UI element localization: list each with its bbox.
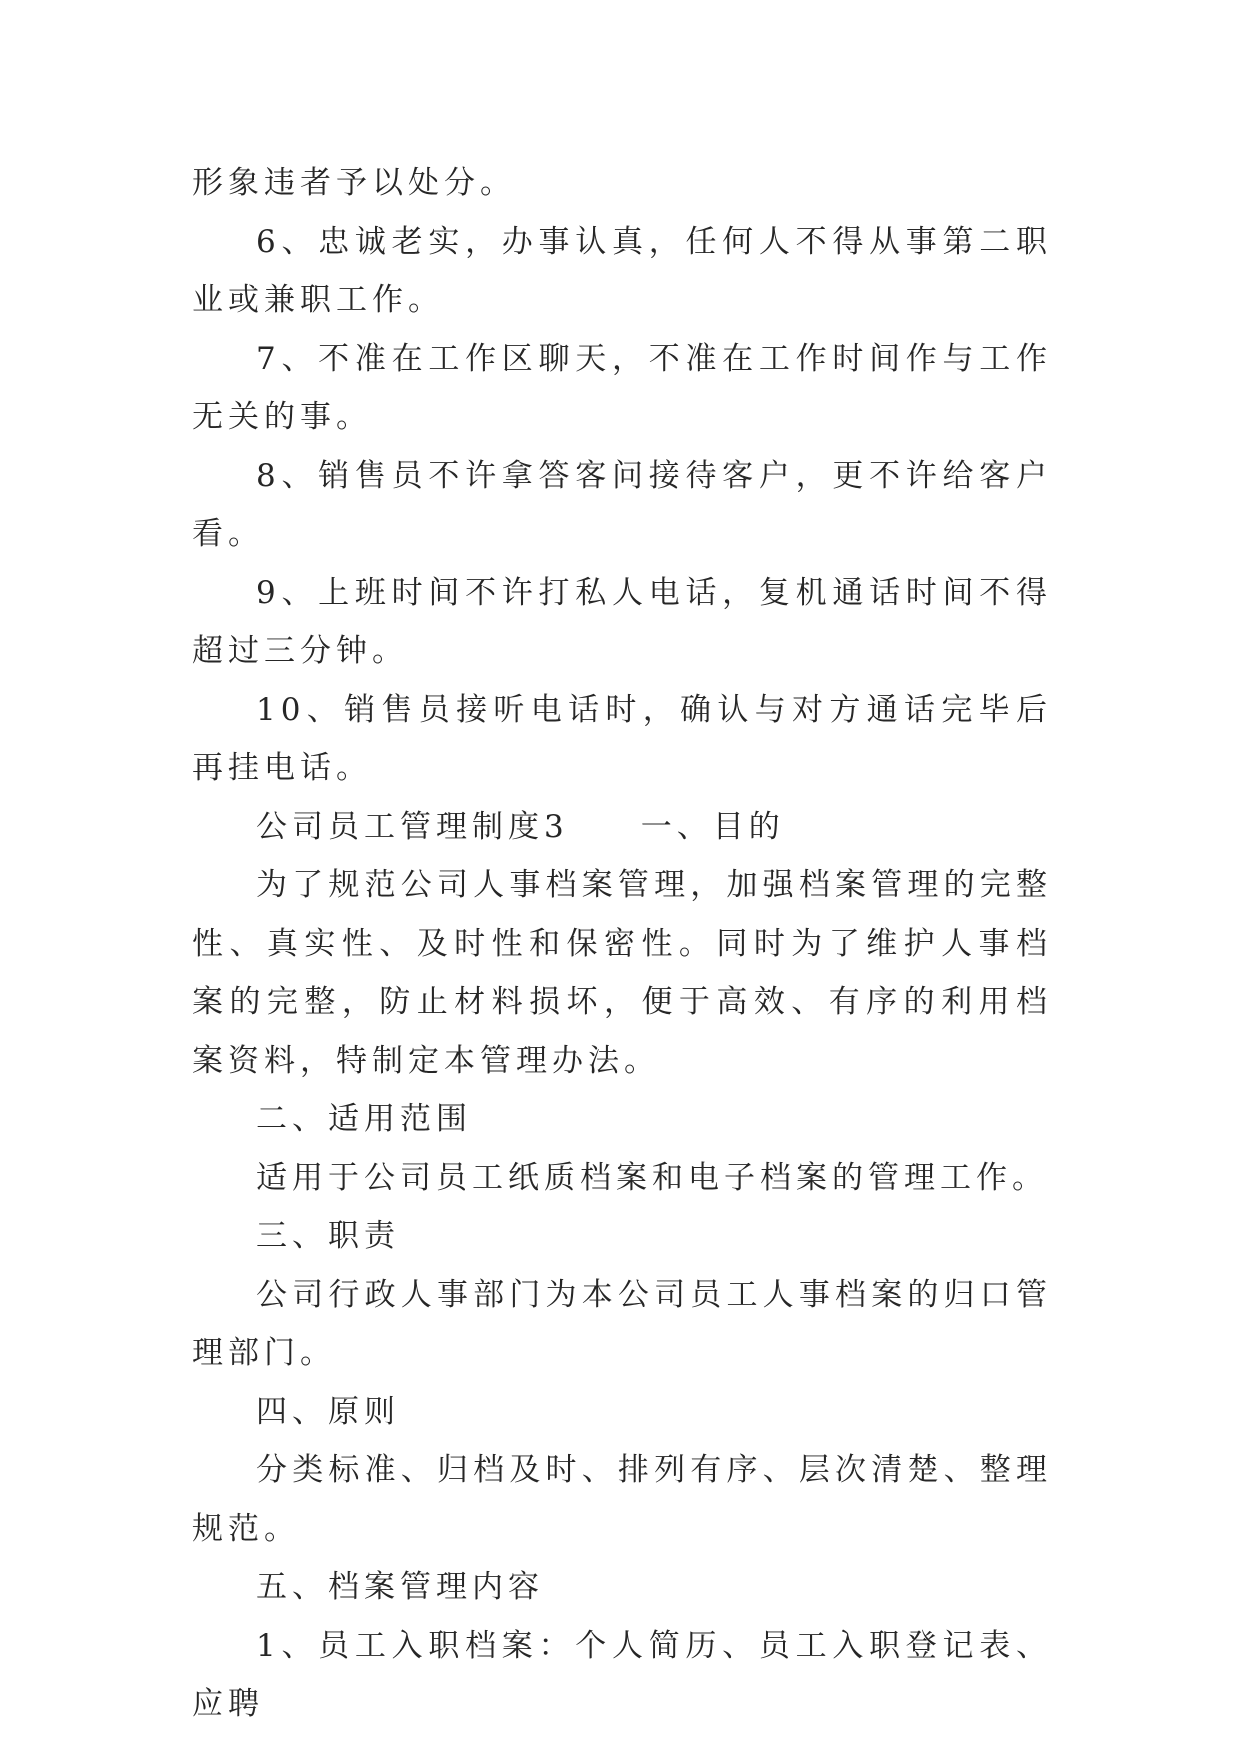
paragraph-rule-10: 10、销售员接听电话时，确认与对方通话完毕后再挂电话。 xyxy=(192,691,1052,786)
paragraph-responsibilities: 公司行政人事部门为本公司员工人事档案的归口管理部门。 xyxy=(192,1276,1052,1371)
paragraph-purpose: 为了规范公司人事档案管理，加强档案管理的完整性、真实性、及时性和保密性。同时为了维护人事档案的完整，防止材料损坏，便于高效、有序的利用档案资料，特制定本管理办法。 xyxy=(192,867,1052,1079)
heading-scope: 二、适用范围 xyxy=(256,1101,472,1137)
paragraph-rule-8: 8、销售员不许拿答客问接待客户，更不许给客户看。 xyxy=(192,457,1052,552)
paragraph-principles: 分类标准、归档及时、排列有序、层次清楚、整理规范。 xyxy=(192,1452,1052,1547)
paragraph-scope: 适用于公司员工纸质档案和电子档案的管理工作。 xyxy=(256,1159,1048,1196)
paragraph-continuation: 形象违者予以处分。 xyxy=(192,165,516,201)
heading-principles: 四、原则 xyxy=(256,1393,400,1430)
paragraph-rule-9: 9、上班时间不许打私人电话，复机通话时间不得超过三分钟。 xyxy=(192,574,1052,669)
document-body xyxy=(192,154,1052,1734)
paragraph-rule-6: 6、忠诚老实，办事认真，任何人不得从事第二职业或兼职工作。 xyxy=(192,223,1052,318)
heading-responsibilities: 三、职责 xyxy=(256,1218,400,1254)
section-title-purpose: 公司员工管理制度3 一、目的 xyxy=(256,808,785,845)
heading-archive-content: 五、档案管理内容 xyxy=(256,1569,544,1605)
paragraph-onboarding-archive: 1、员工入职档案：个人简历、员工入职登记表、应聘 xyxy=(192,1627,1052,1722)
paragraph-rule-7: 7、不准在工作区聊天，不准在工作时间作与工作无关的事。 xyxy=(192,340,1052,435)
